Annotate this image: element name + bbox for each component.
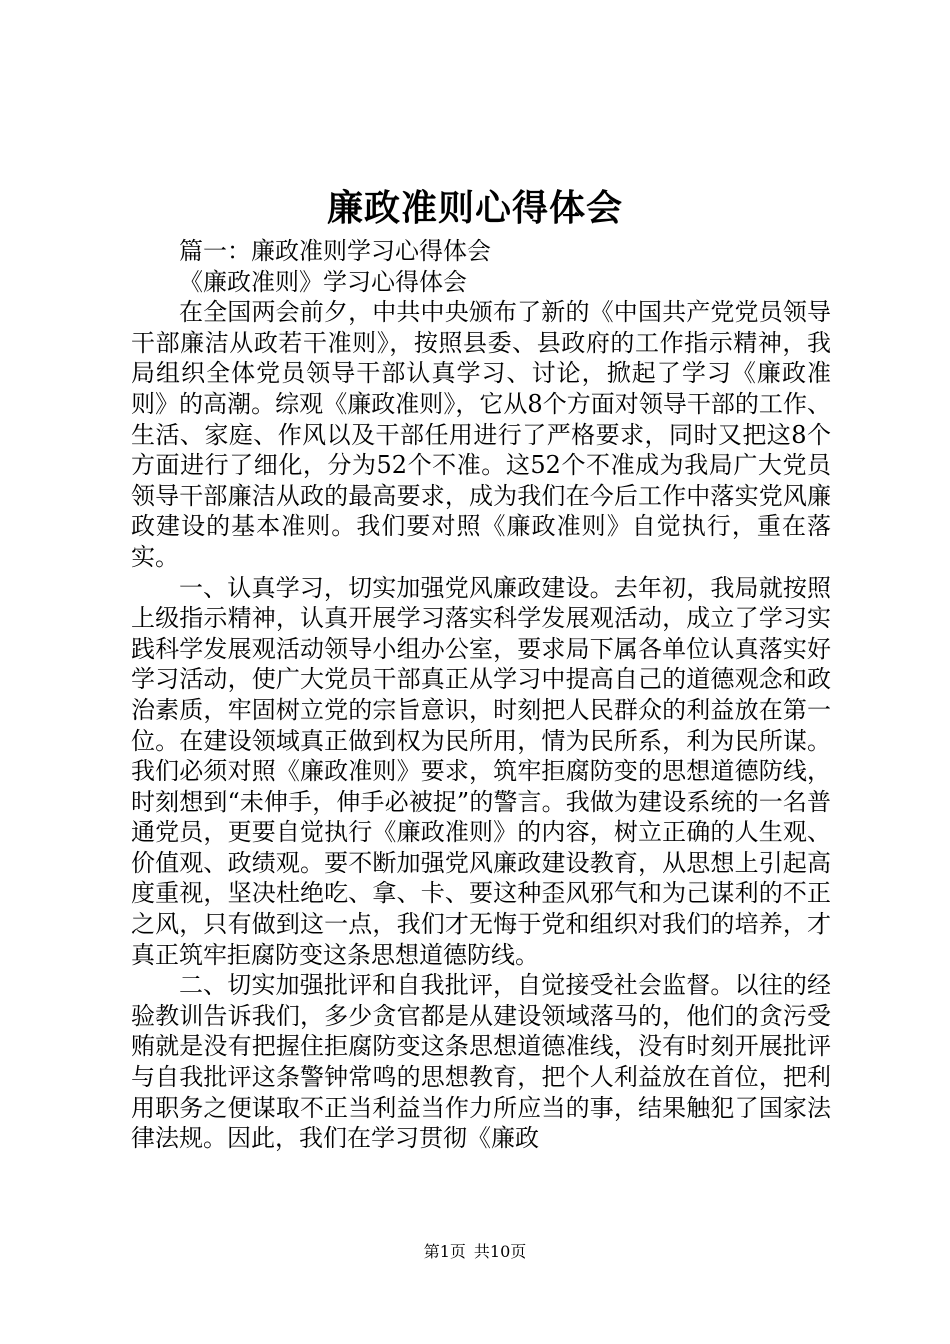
paragraph-intro: 在全国两会前夕，中共中央颁布了新的《中国共产党党员领导干部廉洁从政若干准则》，按照县委、县政府的工作指示精神，我局组织全体党员领导干部认真学习、讨论，掀起了学习《廉政准则》的高潮。综观《廉政准则》，它从8个方面对领导干部的工作、生活、家庭、作风以及干部任用进行了严格要求，同时又把这8个方面进行了细化，分为52个不准。这52个不准成为我局广大党员领导干部廉洁从政的最高要求，成为我们在今后工作中落实党风廉政建设的基本准则。我们要对照《廉政准则》自觉执行，重在落实。 — [131, 298, 831, 571]
document-body — [131, 236, 831, 1154]
section-heading: 篇一：廉政准则学习心得体会 — [179, 237, 491, 265]
document-title: 廉政准则心得体会 — [326, 187, 623, 229]
paragraph-point-one: 一、认真学习，切实加强党风廉政建设。去年初，我局就按照上级指示精神，认真开展学习落实科学发展观活动，成立了学习实践科学发展观活动领导小组办公室，要求局下属各单位认真落实好学习活动，使广大党员干部真正从学习中提高自己的道德观念和政治素质，牢固树立党的宗旨意识，时刻把人民群众的利益放在第一位。在建设领域真正做到权为民所用，情为民所系，利为民所谋。我们必须对照《廉政准则》要求，筑牢拒腐防变的思想道德防线，时刻想到“未伸手，伸手必被捉”的警言。我做为建设系统的一名普通党员，更要自觉执行《廉政准则》的内容，树立正确的人生观、价值观、政绩观。要不断加强党风廉政建设教育，从思想上引起高度重视，坚决杜绝吃、拿、卡、要这种歪风邪气和为己谋利的不正之风，只有做到这一点，我们才无悔于党和组织对我们的培养，才真正筑牢拒腐防变这条思想道德防线。 — [131, 573, 831, 969]
page-number: 第1页 — [423, 1242, 466, 1261]
page-count: 共10页 — [473, 1242, 527, 1261]
paragraph-point-two: 二、切实加强批评和自我批评，自觉接受社会监督。以往的经验教训告诉我们，多少贪官都是从建设领域落马的，他们的贪污受贿就是没有把握住拒腐防变这条思想道德准线，没有时刻开展批评与自我批评这条警钟常鸣的思想教育，把个人利益放在首位，把利用职务之便谋取不正当利益当作力所应当的事，结果触犯了国家法律法规。因此，我们在学习贯彻《廉政 — [131, 971, 831, 1153]
article-subtitle: 《廉政准则》学习心得体会 — [179, 267, 467, 296]
page-footer — [0, 1242, 950, 1262]
